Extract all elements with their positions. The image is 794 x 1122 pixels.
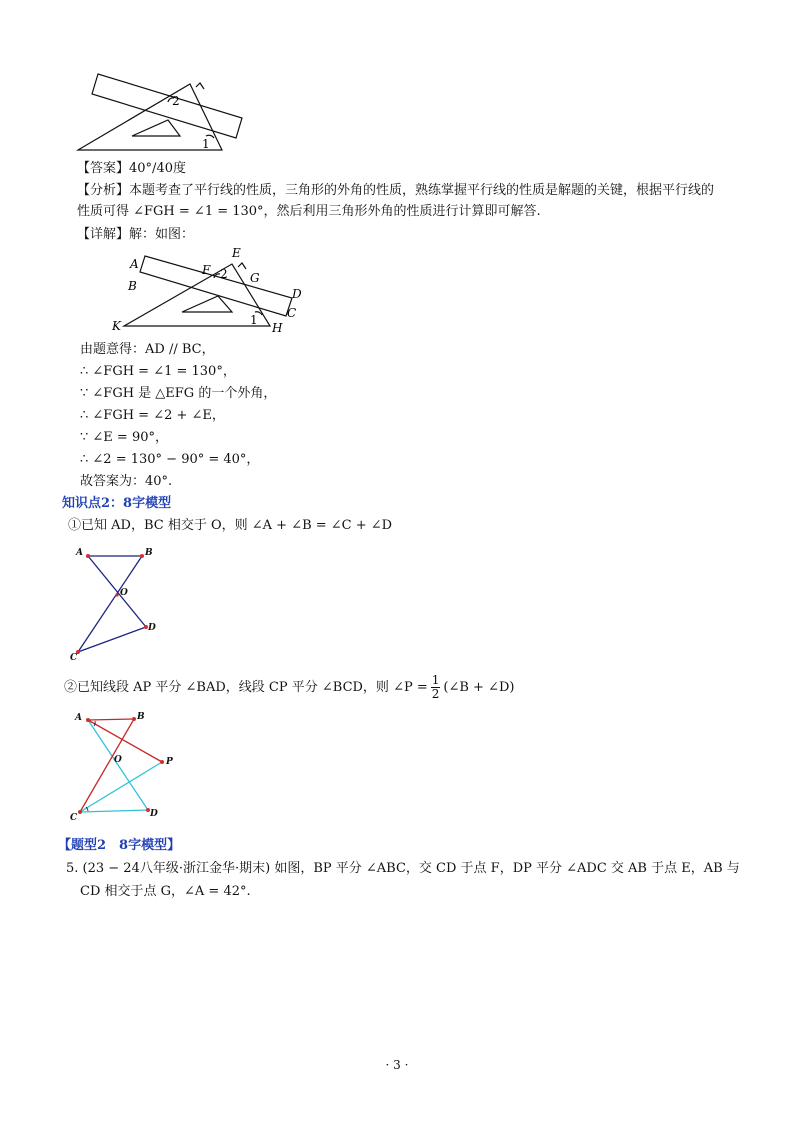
- page-number: · 3 ·: [385, 1058, 409, 1072]
- fig4-point-A: [86, 718, 90, 722]
- solution-step-7: 故答案为：40°.: [80, 474, 173, 489]
- fraction-denominator: 2: [431, 687, 440, 701]
- detail-tag: 【详解】: [77, 227, 130, 242]
- fig4-label-A: A: [75, 713, 82, 723]
- fig3-label-D: D: [148, 623, 156, 633]
- fig3-label-A: A: [76, 548, 83, 558]
- analysis-tag: 【分析】: [77, 183, 130, 198]
- fig2-right-angle-mark: [238, 263, 246, 269]
- fig2-label-B: B: [128, 279, 137, 293]
- fig2-label-A: A: [130, 257, 139, 271]
- figure-triangle-ruler-1: [70, 70, 260, 155]
- solution-step-2: ∴ ∠FGH = ∠1 = 130°，: [80, 364, 236, 379]
- knowledge-item-1: ①已知 AD，BC 相交于 O，则 ∠A + ∠B = ∠C + ∠D: [68, 518, 393, 533]
- fig4-label-O: O: [114, 755, 122, 765]
- fig2-label-2: 2: [220, 267, 228, 281]
- solution-step-5: ∵ ∠E = 90°，: [80, 430, 168, 445]
- fig4-label-D: D: [150, 809, 158, 819]
- fig4-label-B: B: [137, 712, 145, 722]
- answer-tag: 【答案】: [77, 161, 130, 176]
- analysis-text-1: 本题考查了平行线的性质，三角形的外角的性质，熟练掌握平行线的性质是解题的关键，根据平行线的: [129, 183, 715, 198]
- fig4-label-C: C: [70, 813, 78, 823]
- figure-8-model-bisectors: [70, 708, 182, 826]
- knowledge-point-title: 知识点2：8字模型: [62, 496, 172, 511]
- fig2-label-E: E: [232, 246, 241, 260]
- fig2-inner-triangle: [182, 296, 232, 312]
- fig4-segment-AD: [88, 720, 148, 810]
- fig4-label-P: P: [166, 757, 173, 767]
- problem-5-line-2: CD 相交于点 G，∠A = 42°.: [80, 884, 251, 899]
- fig3-label-C: C: [70, 653, 78, 663]
- detail-intro: 解：如图：: [129, 227, 195, 242]
- fig3-point-A: [86, 554, 90, 558]
- fraction-numerator: 1: [431, 673, 440, 687]
- fig3-label-B: B: [145, 548, 153, 558]
- fig2-label-1: 1: [250, 313, 258, 327]
- fig3-point-O: [115, 593, 118, 596]
- fig3-segment-BC: [78, 556, 142, 652]
- fig1-right-angle-mark: [196, 83, 204, 89]
- fig2-label-D: D: [292, 287, 302, 301]
- detail-line: [77, 225, 194, 245]
- fig3-segment-AD: [88, 556, 146, 627]
- fig1-label-1: 1: [202, 137, 210, 151]
- knowledge-item-2-prefix: ②已知线段 AP 平分 ∠BAD，线段 CP 平分 ∠BCD，则 ∠P =: [64, 680, 428, 695]
- fig3-label-O: O: [120, 588, 128, 598]
- fraction-one-half: [431, 674, 441, 701]
- fig2-label-G: G: [250, 271, 260, 285]
- fig2-ruler: [140, 256, 292, 316]
- analysis-line-2: 性质可得 ∠FGH = ∠1 = 130°，然后利用三角形外角的性质进行计算即可解答.: [77, 204, 541, 219]
- fig3-point-B: [140, 554, 144, 558]
- fig4-segment-BC: [80, 719, 134, 812]
- fig4-segment-CD: [80, 810, 148, 812]
- solution-step-4: ∴ ∠FGH = ∠2 + ∠E，: [80, 408, 225, 423]
- solution-step-1: 由题意得：AD // BC，: [80, 342, 215, 357]
- figure-8-model-basic: [70, 542, 170, 664]
- knowledge-item-2-suffix: (∠B + ∠D): [443, 680, 515, 695]
- fig4-point-P: [160, 760, 164, 764]
- question-type-title: 【题型2 8字模型】: [58, 838, 181, 853]
- analysis-line-1: [77, 181, 714, 201]
- fig2-label-F: F: [202, 263, 211, 277]
- solution-step-3: ∵ ∠FGH 是 △EFG 的一个外角，: [80, 386, 277, 401]
- fig1-inner-triangle: [132, 120, 180, 136]
- fig4-segment-AP: [88, 720, 162, 762]
- fig2-label-C: C: [287, 306, 297, 320]
- fig4-segment-AB: [88, 719, 134, 720]
- answer-text: 40°/40度: [129, 161, 186, 176]
- answer-line: [77, 159, 186, 179]
- knowledge-item-2: [64, 674, 514, 702]
- fig2-label-K: K: [112, 319, 121, 333]
- fig1-big-triangle: [78, 84, 222, 150]
- solution-step-6: ∴ ∠2 = 130° − 90° = 40°，: [80, 452, 260, 467]
- fig2-label-H: H: [272, 321, 283, 335]
- problem-5-line-1: 5. (23 − 24八年级·浙江金华·期末) 如图，BP 平分 ∠ABC，交 CD 于点 F，DP 平分 ∠ADC 交 AB 于点 E，AB 与: [66, 861, 740, 876]
- fig3-segment-CD: [78, 627, 146, 652]
- figure-triangle-ruler-2: [110, 244, 320, 336]
- fig1-label-2: 2: [172, 94, 180, 108]
- fig4-point-B: [132, 717, 136, 721]
- fig4-point-C: [78, 810, 82, 814]
